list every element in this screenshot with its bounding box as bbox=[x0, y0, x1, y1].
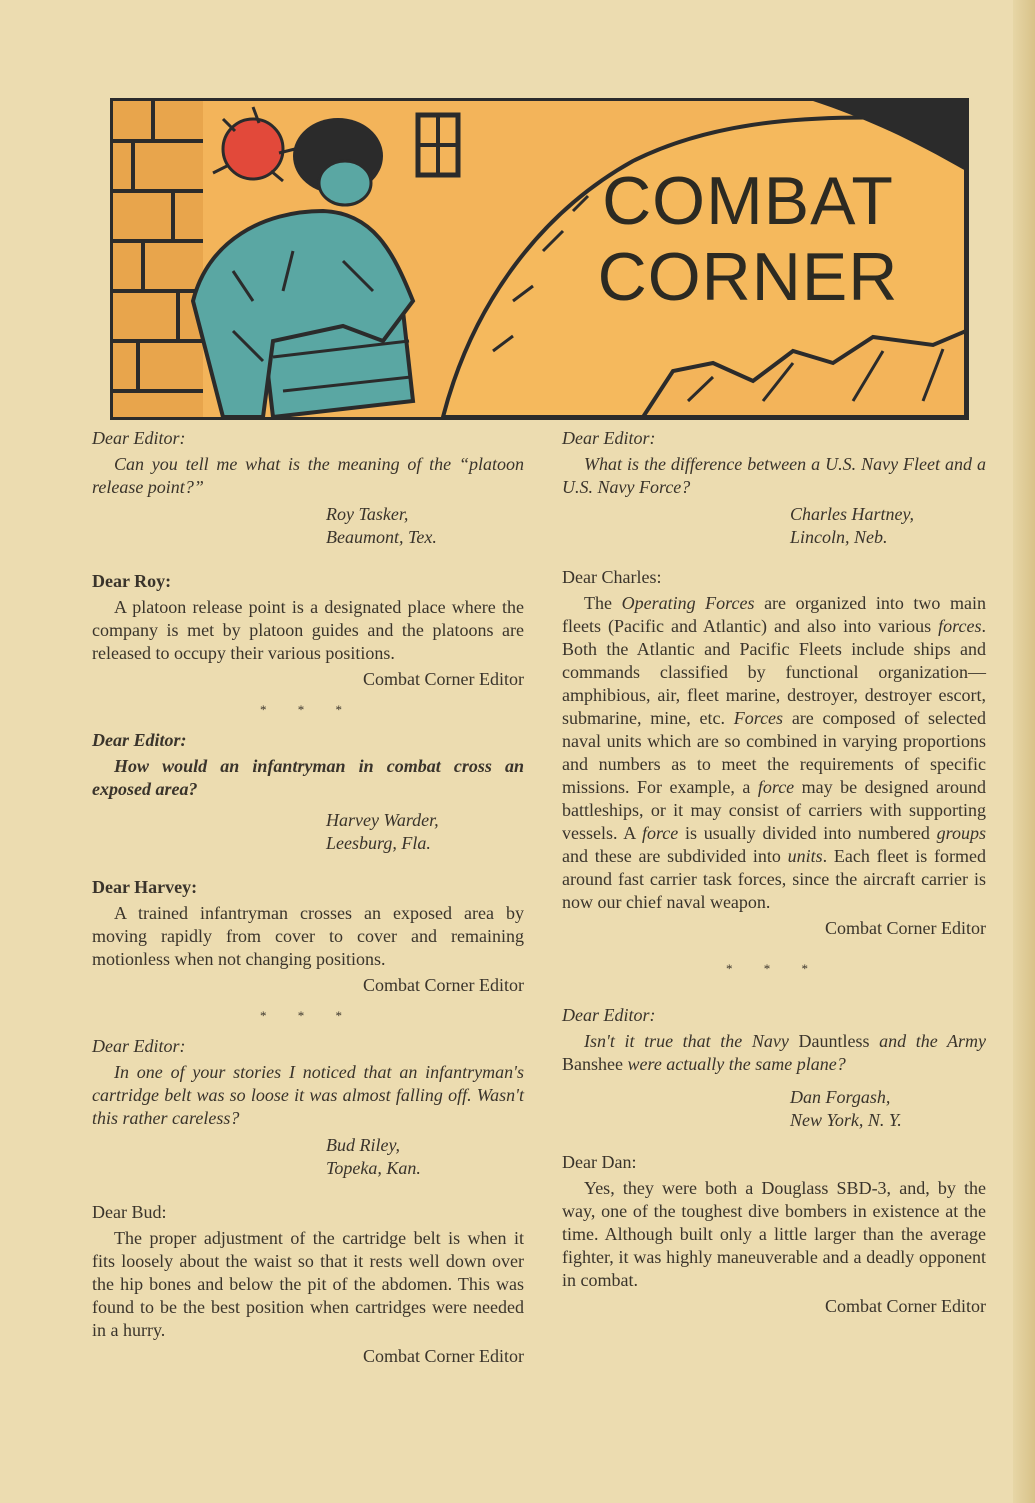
signer bbox=[326, 809, 524, 855]
combat-corner-banner bbox=[110, 98, 969, 420]
editor-signature: Combat Corner Editor bbox=[363, 669, 524, 689]
signer-name: Dan Forgash, bbox=[790, 1087, 891, 1107]
answer-emphasis: forces bbox=[938, 616, 982, 636]
answer-emphasis: Operating Forces bbox=[621, 593, 755, 613]
answer-text: . Both the Atlantic and Pacific Fleets include ships and commands classified by functional organization—amphibious, air, fleet marine, destroyer, destroyer escort, submarine, mine, etc. bbox=[562, 616, 986, 728]
signer-name: Harvey Warder, bbox=[326, 810, 439, 830]
letter-question: How would an infantryman in combat cross an exposed area? bbox=[92, 756, 524, 799]
editor-signature: Combat Corner Editor bbox=[825, 1296, 986, 1316]
letter-charles bbox=[562, 428, 986, 939]
banner-title-line1: COMBAT bbox=[602, 163, 894, 239]
right-column bbox=[562, 428, 986, 1317]
answer-text: and these are subdivided into bbox=[562, 846, 788, 866]
reply-answer: A trained infantryman crosses an exposed area by moving rapidly from cover to cover and remaining motionless when not changing positions. bbox=[92, 903, 524, 969]
reply-greeting: Dear Dan: bbox=[562, 1152, 637, 1172]
page-edge bbox=[1013, 0, 1035, 1503]
signer-place: Beaumont, Tex. bbox=[326, 527, 437, 547]
signer bbox=[790, 503, 986, 549]
signer-name: Roy Tasker, bbox=[326, 504, 409, 524]
letter-question: What is the difference between a U.S. Navy Fleet and a U.S. Navy Force? bbox=[562, 454, 986, 497]
answer-emphasis: Forces bbox=[733, 708, 784, 728]
separator-stars: * * * bbox=[260, 702, 356, 717]
reply-greeting: Dear Charles: bbox=[562, 567, 662, 587]
banner-title-line2: CORNER bbox=[597, 239, 899, 315]
letter-question bbox=[92, 453, 524, 499]
reply-greeting-text: Dear Roy: bbox=[92, 571, 172, 591]
letter-bud bbox=[92, 1036, 524, 1367]
reply-answer bbox=[562, 592, 986, 914]
answer-text: is usually divided into numbered bbox=[678, 823, 937, 843]
letter-question bbox=[562, 1030, 986, 1076]
signer-place: Topeka, Kan. bbox=[326, 1158, 421, 1178]
signer-place: New York, N. Y. bbox=[790, 1110, 902, 1130]
separator-stars: * * * bbox=[726, 961, 822, 976]
separator-stars: * * * bbox=[260, 1008, 356, 1023]
brick-wall bbox=[113, 101, 203, 417]
answer-text: are composed of selected naval units which are so combined in varying proportions and numbers as to meet the requirements of specific missions. For example, a bbox=[562, 708, 987, 797]
editor-signature: Combat Corner Editor bbox=[363, 975, 524, 995]
signer-place: Lincoln, Neb. bbox=[790, 527, 888, 547]
signer bbox=[790, 1086, 986, 1132]
signer-name: Charles Hartney, bbox=[790, 504, 914, 524]
reply-greeting: Dear Harvey: bbox=[92, 877, 198, 897]
reply-greeting: Dear Bud: bbox=[92, 1202, 167, 1222]
left-column bbox=[92, 428, 524, 1367]
plane-name: Banshee bbox=[562, 1054, 623, 1074]
question-line: “platoon release point?” bbox=[92, 454, 525, 497]
answer-text: may be designed around battleships, or it may consist of carriers with supporting vessels. A bbox=[562, 777, 987, 843]
answer-text: The bbox=[584, 593, 622, 613]
reply-greeting bbox=[92, 571, 524, 592]
banner-title bbox=[583, 163, 913, 315]
letter-question: In one of your stories I noticed that an infantryman's cartridge belt was so loose it was almost falling off. Wasn't this rather careless? bbox=[92, 1062, 524, 1128]
letter-greeting: Dear Editor: bbox=[562, 428, 656, 448]
signer-name: Bud Riley, bbox=[326, 1135, 400, 1155]
letter-dan bbox=[562, 1005, 986, 1317]
letter-harvey bbox=[92, 730, 524, 996]
editor-signature: Combat Corner Editor bbox=[825, 918, 986, 938]
letter-greeting: Dear Editor: bbox=[562, 1005, 656, 1025]
question-text: Isn't it true that the Navy bbox=[584, 1031, 799, 1051]
letter-greeting: Dear Editor: bbox=[92, 730, 187, 750]
signer bbox=[326, 503, 524, 549]
reply-answer: Yes, they were both a Douglass SBD-3, and, by the way, one of the toughest dive bombers in existence at the time. Although built only a little larger than the average fighter, it was highly maneuverable and a deadly opponent in combat. bbox=[562, 1178, 986, 1290]
question-text: were actually the same plane? bbox=[622, 1054, 846, 1074]
letter-greeting: Dear Editor: bbox=[92, 1036, 186, 1056]
letter-roy bbox=[92, 428, 524, 690]
answer-emphasis: units bbox=[787, 846, 823, 866]
signer bbox=[326, 1134, 524, 1180]
answer-emphasis: force bbox=[757, 777, 795, 797]
reply-answer: A platoon release point is a designated place where the company is met by platoon guides and the platoons are released to occupy their various positions. bbox=[92, 597, 524, 663]
answer-text: . Each fleet is formed around fast carrier task forces, since the aircraft carrier is now our chief naval weapon. bbox=[562, 846, 986, 912]
answer-emphasis: groups bbox=[936, 823, 986, 843]
question-text: and the Army bbox=[869, 1031, 987, 1051]
signer-place: Leesburg, Fla. bbox=[326, 833, 431, 853]
answer-text: are organized into two main fleets (Pacific and Atlantic) and also into various bbox=[562, 593, 987, 636]
plane-name: Dauntless bbox=[798, 1031, 870, 1051]
question-line: Can you tell me what is the meaning of the bbox=[114, 454, 452, 474]
answer-emphasis: force bbox=[641, 823, 679, 843]
soldier-face bbox=[319, 161, 371, 205]
reply-answer: The proper adjustment of the cartridge belt is when it fits loosely about the waist so that it rests well down over the hip bones and below the pit of the abdomen. This was found to be the best position when cartridges were needed in a hurry. bbox=[92, 1228, 524, 1340]
editor-signature: Combat Corner Editor bbox=[363, 1346, 524, 1366]
letter-greeting: Dear Editor: bbox=[92, 428, 186, 448]
